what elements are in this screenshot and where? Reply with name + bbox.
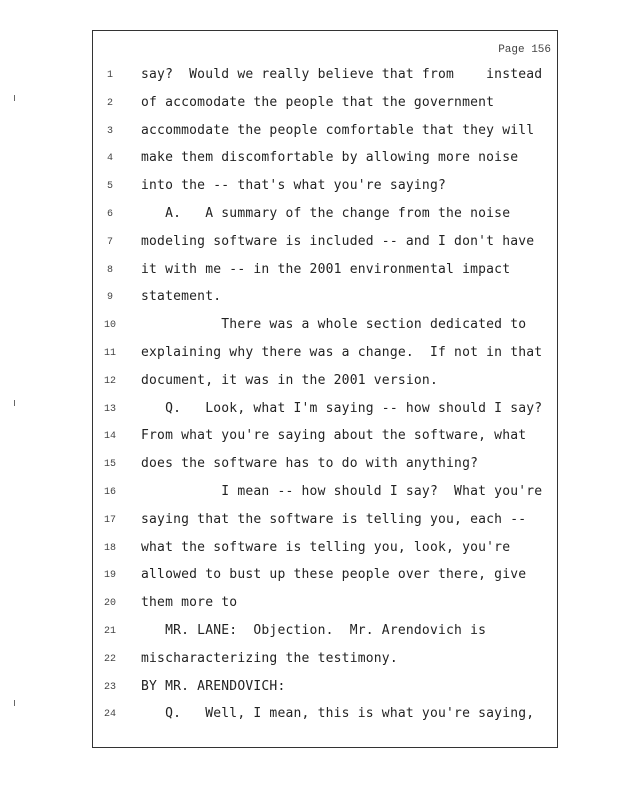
line-number: 4 (106, 153, 113, 165)
transcript-line (93, 679, 557, 699)
line-text: mischaracterizing the testimony. (141, 650, 398, 666)
line-text: allowed to bust up these people over there, give (141, 567, 527, 583)
line-number: 11 (103, 348, 116, 359)
line-text: There was a whole section dedicated to (141, 317, 527, 333)
line-number: 1 (106, 70, 113, 81)
line-text: of accomodate the people that the government (141, 94, 495, 110)
line-number: 18 (103, 542, 116, 554)
line-number: 24 (103, 709, 116, 721)
line-text: it with me -- in the 2001 environmental impact (141, 261, 511, 277)
transcript-line (93, 150, 557, 170)
line-number: 5 (106, 181, 113, 193)
line-text: statement. (141, 289, 222, 305)
line-text: BY MR. ARENDOVICH: (141, 678, 286, 694)
transcript-line (93, 289, 557, 309)
line-number: 22 (103, 653, 116, 665)
line-text: them more to (141, 595, 238, 611)
margin-mark (14, 95, 15, 101)
line-number: 3 (106, 125, 113, 137)
line-number: 17 (103, 514, 116, 526)
line-text: Q. Look, what I'm saying -- how should I say? (141, 400, 543, 416)
transcript-line (93, 373, 557, 393)
margin-mark (14, 700, 15, 706)
line-number: 8 (106, 264, 113, 276)
line-text: does the software has to do with anything? (141, 456, 479, 472)
line-number: 16 (103, 487, 116, 498)
transcript-line (93, 484, 557, 504)
line-number: 7 (106, 236, 113, 248)
transcript-line (93, 95, 557, 115)
transcript-line (93, 595, 557, 615)
transcript-line (93, 345, 557, 365)
transcript-line (93, 623, 557, 643)
line-text: A. A summary of the change from the noise (141, 206, 511, 221)
line-text: document, it was in the 2001 version. (141, 372, 438, 388)
line-number: 12 (103, 375, 116, 387)
line-text: make them discomfortable by allowing more noise (141, 150, 519, 166)
line-text: Q. Well, I mean, this is what you're saying, (141, 706, 535, 722)
transcript-page (92, 30, 558, 748)
line-text: accommodate the people comfortable that they will (141, 122, 535, 138)
line-text: From what you're saying about the software, what (141, 428, 527, 444)
line-number: 10 (103, 320, 116, 332)
line-number: 23 (103, 681, 116, 693)
line-number: 21 (103, 626, 116, 637)
line-text: explaining why there was a change. If not in that (141, 345, 543, 360)
line-number: 9 (106, 292, 113, 304)
line-number: 2 (106, 97, 113, 109)
line-text: say? Would we really believe that from instead (141, 67, 543, 82)
line-text: what the software is telling you, look, you're (141, 539, 511, 555)
transcript-line (93, 67, 557, 87)
transcript-line (93, 317, 557, 337)
line-text: MR. LANE: Objection. Mr. Arendovich is (141, 623, 487, 638)
page-number: Page 156 (498, 44, 551, 56)
line-number: 15 (103, 459, 116, 471)
line-number: 14 (103, 431, 116, 443)
line-number: 6 (106, 209, 113, 220)
line-text: saying that the software is telling you, each -- (141, 511, 527, 527)
transcript-line (93, 401, 557, 421)
transcript-line (93, 540, 557, 560)
transcript-line (93, 206, 557, 226)
transcript-line (93, 512, 557, 532)
transcript-line (93, 651, 557, 671)
line-text: into the -- that's what you're saying? (141, 178, 447, 194)
line-number: 19 (103, 570, 116, 582)
transcript-line (93, 706, 557, 726)
transcript-line (93, 123, 557, 143)
line-text: modeling software is included -- and I don't have (141, 233, 535, 249)
transcript-line (93, 262, 557, 282)
line-number: 20 (103, 598, 116, 610)
transcript-line (93, 178, 557, 198)
margin-mark (14, 400, 15, 406)
transcript-line (93, 234, 557, 254)
line-number: 13 (103, 403, 116, 415)
transcript-lines (93, 31, 557, 747)
transcript-line (93, 456, 557, 476)
transcript-line (93, 428, 557, 448)
transcript-line (93, 567, 557, 587)
line-text: I mean -- how should I say? What you're (141, 484, 543, 499)
